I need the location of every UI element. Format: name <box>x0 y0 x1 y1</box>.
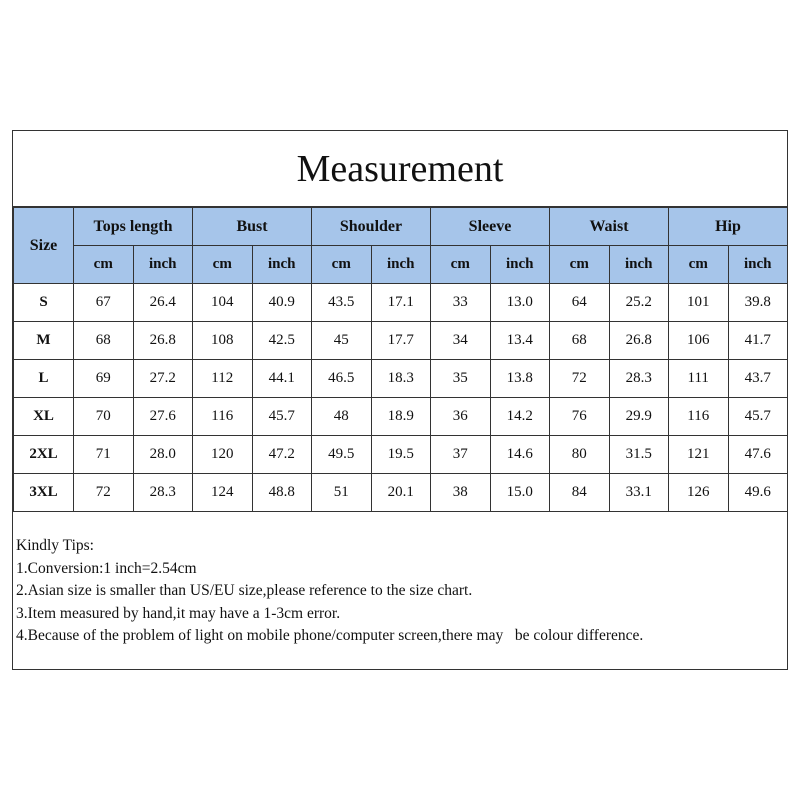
cm-value-cell: 64 <box>550 284 610 322</box>
table-row <box>14 322 788 360</box>
kindly-tips <box>16 535 776 648</box>
size-cell: S <box>14 284 74 322</box>
inch-value-cell: 27.2 <box>133 360 193 398</box>
size-chart-frame <box>12 130 788 670</box>
unit-header-inch: inch <box>609 246 669 284</box>
size-cell: 2XL <box>14 436 74 474</box>
inch-value-cell: 19.5 <box>371 436 431 474</box>
inch-value-cell: 47.2 <box>252 436 312 474</box>
inch-value-cell: 45.7 <box>728 398 788 436</box>
chart-title: Measurement <box>13 131 787 207</box>
unit-header-cm: cm <box>669 246 729 284</box>
cm-value-cell: 124 <box>193 474 253 512</box>
inch-value-cell: 28.0 <box>133 436 193 474</box>
inch-value-cell: 39.8 <box>728 284 788 322</box>
tip-line: 4.Because of the problem of light on mobile phone/computer screen,there may be colour difference. <box>16 627 644 644</box>
unit-header-cm: cm <box>550 246 610 284</box>
cm-value-cell: 106 <box>669 322 729 360</box>
unit-header-inch: inch <box>252 246 312 284</box>
group-header-sleeve: Sleeve <box>431 208 550 246</box>
cm-value-cell: 51 <box>312 474 372 512</box>
inch-value-cell: 40.9 <box>252 284 312 322</box>
inch-value-cell: 43.7 <box>728 360 788 398</box>
inch-value-cell: 44.1 <box>252 360 312 398</box>
unit-header-cm: cm <box>193 246 253 284</box>
group-header-shoulder: Shoulder <box>312 208 431 246</box>
cm-value-cell: 126 <box>669 474 729 512</box>
inch-value-cell: 41.7 <box>728 322 788 360</box>
tip-line: 3.Item measured by hand,it may have a 1-3cm error. <box>16 604 341 622</box>
unit-header-cm: cm <box>74 246 134 284</box>
inch-value-cell: 14.2 <box>490 398 550 436</box>
header-row-groups <box>14 208 788 246</box>
inch-value-cell: 13.4 <box>490 322 550 360</box>
size-table <box>13 207 788 512</box>
inch-value-cell: 17.7 <box>371 322 431 360</box>
cm-value-cell: 80 <box>550 436 610 474</box>
inch-value-cell: 13.0 <box>490 284 550 322</box>
inch-value-cell: 28.3 <box>133 474 193 512</box>
group-header-tops-length: Tops length <box>74 208 193 246</box>
inch-value-cell: 18.3 <box>371 360 431 398</box>
inch-value-cell: 48.8 <box>252 474 312 512</box>
cm-value-cell: 112 <box>193 360 253 398</box>
inch-value-cell: 31.5 <box>609 436 669 474</box>
table-row <box>14 474 788 512</box>
inch-value-cell: 28.3 <box>609 360 669 398</box>
tip-line: 1.Conversion:1 inch=2.54cm <box>16 559 197 577</box>
cm-value-cell: 72 <box>74 474 134 512</box>
cm-value-cell: 121 <box>669 436 729 474</box>
inch-value-cell: 14.6 <box>490 436 550 474</box>
table-row <box>14 360 788 398</box>
unit-header-inch: inch <box>728 246 788 284</box>
cm-value-cell: 104 <box>193 284 253 322</box>
inch-value-cell: 26.4 <box>133 284 193 322</box>
cm-value-cell: 68 <box>550 322 610 360</box>
inch-value-cell: 33.1 <box>609 474 669 512</box>
cm-value-cell: 35 <box>431 360 491 398</box>
unit-header-cm: cm <box>431 246 491 284</box>
unit-header-cm: cm <box>312 246 372 284</box>
unit-header-inch: inch <box>490 246 550 284</box>
group-header-waist: Waist <box>550 208 669 246</box>
cm-value-cell: 68 <box>74 322 134 360</box>
cm-value-cell: 67 <box>74 284 134 322</box>
cm-value-cell: 70 <box>74 398 134 436</box>
size-column-header: Size <box>14 208 74 284</box>
cm-value-cell: 43.5 <box>312 284 372 322</box>
cm-value-cell: 36 <box>431 398 491 436</box>
inch-value-cell: 47.6 <box>728 436 788 474</box>
cm-value-cell: 37 <box>431 436 491 474</box>
table-row <box>14 398 788 436</box>
inch-value-cell: 49.6 <box>728 474 788 512</box>
size-cell: XL <box>14 398 74 436</box>
table-row <box>14 436 788 474</box>
inch-value-cell: 26.8 <box>133 322 193 360</box>
cm-value-cell: 49.5 <box>312 436 372 474</box>
cm-value-cell: 116 <box>669 398 729 436</box>
inch-value-cell: 42.5 <box>252 322 312 360</box>
cm-value-cell: 120 <box>193 436 253 474</box>
cm-value-cell: 72 <box>550 360 610 398</box>
cm-value-cell: 69 <box>74 360 134 398</box>
inch-value-cell: 20.1 <box>371 474 431 512</box>
cm-value-cell: 76 <box>550 398 610 436</box>
cm-value-cell: 45 <box>312 322 372 360</box>
cm-value-cell: 84 <box>550 474 610 512</box>
size-cell: L <box>14 360 74 398</box>
cm-value-cell: 34 <box>431 322 491 360</box>
inch-value-cell: 26.8 <box>609 322 669 360</box>
group-header-hip: Hip <box>669 208 788 246</box>
cm-value-cell: 33 <box>431 284 491 322</box>
inch-value-cell: 13.8 <box>490 360 550 398</box>
table-body <box>14 284 788 512</box>
inch-value-cell: 27.6 <box>133 398 193 436</box>
inch-value-cell: 29.9 <box>609 398 669 436</box>
cm-value-cell: 46.5 <box>312 360 372 398</box>
inch-value-cell: 25.2 <box>609 284 669 322</box>
header-row-units <box>14 246 788 284</box>
tip-line: 2.Asian size is smaller than US/EU size,please reference to the size chart. <box>16 582 473 599</box>
cm-value-cell: 108 <box>193 322 253 360</box>
cm-value-cell: 48 <box>312 398 372 436</box>
cm-value-cell: 116 <box>193 398 253 436</box>
cm-value-cell: 111 <box>669 360 729 398</box>
inch-value-cell: 17.1 <box>371 284 431 322</box>
cm-value-cell: 101 <box>669 284 729 322</box>
inch-value-cell: 15.0 <box>490 474 550 512</box>
size-cell: M <box>14 322 74 360</box>
tips-heading: Kindly Tips: <box>16 537 94 554</box>
table-row <box>14 284 788 322</box>
inch-value-cell: 45.7 <box>252 398 312 436</box>
cm-value-cell: 38 <box>431 474 491 512</box>
unit-header-inch: inch <box>371 246 431 284</box>
inch-value-cell: 18.9 <box>371 398 431 436</box>
size-cell: 3XL <box>14 474 74 512</box>
cm-value-cell: 71 <box>74 436 134 474</box>
unit-header-inch: inch <box>133 246 193 284</box>
group-header-bust: Bust <box>193 208 312 246</box>
